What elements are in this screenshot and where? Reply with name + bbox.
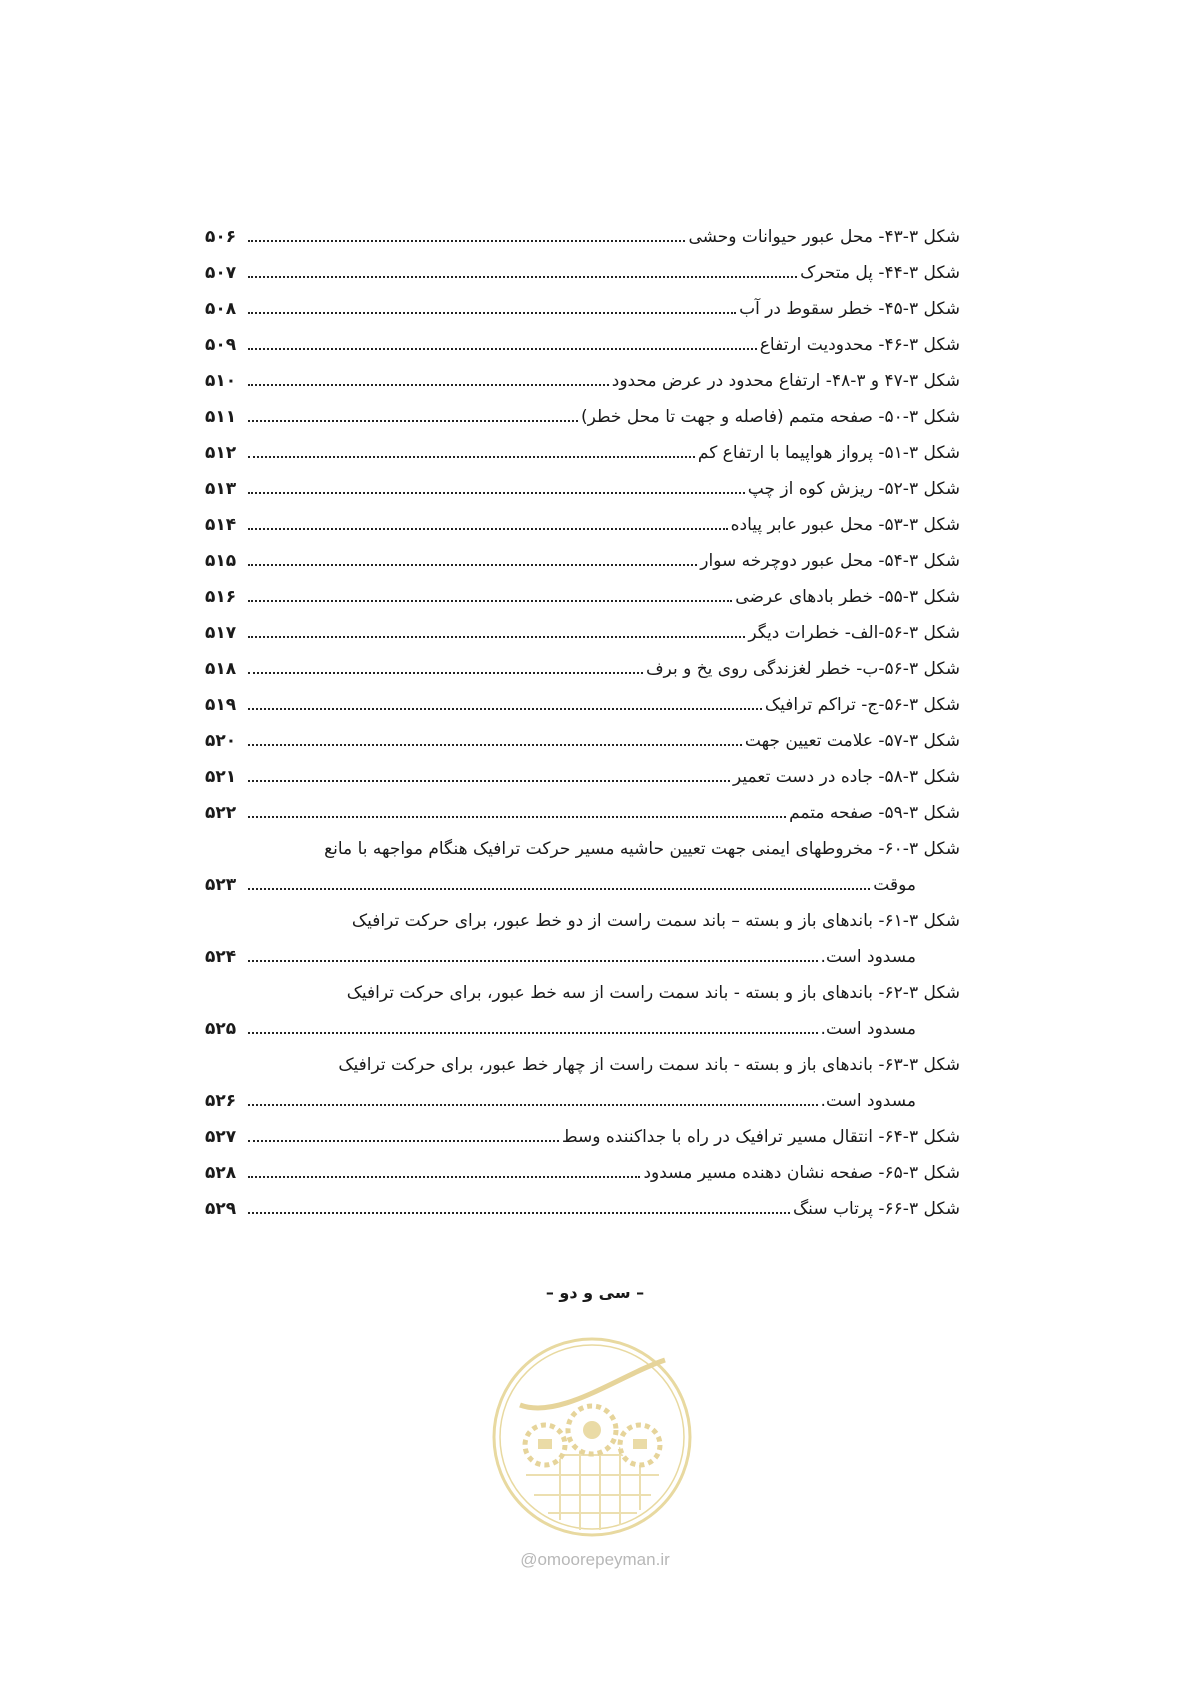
toc-entry-title: شکل ۳-۵۴- محل عبور دوچرخه سوار — [700, 551, 960, 571]
toc-entry-page: ۵۲۶ — [205, 1091, 237, 1111]
toc-entry-page: ۵۲۳ — [205, 875, 237, 895]
leader-dots — [248, 276, 797, 278]
toc-entry-page: ۵۲۷ — [205, 1127, 237, 1147]
toc-entry[interactable] — [205, 571, 960, 607]
toc-entry-page: ۵۰۶ — [205, 227, 237, 247]
toc-entry-title: شکل ۳-۵۶-ج- تراکم ترافیک — [764, 695, 960, 715]
toc-entry[interactable] — [205, 715, 960, 751]
toc-entry-title: شکل ۳-۵۹- صفحه متمم — [789, 803, 960, 823]
leader-dots — [248, 1104, 818, 1106]
toc-entry-title: شکل ۳-۴۵- خطر سقوط در آب — [739, 299, 960, 319]
leader-dots — [248, 672, 643, 674]
toc-entry-title: شکل ۳-۵۷- علامت تعیین جهت — [744, 731, 960, 751]
toc-entry-page: ۵۱۹ — [205, 695, 237, 715]
toc-entry-page: ۵۱۷ — [205, 623, 237, 643]
leader-dots — [248, 1212, 790, 1214]
toc-entry[interactable] — [205, 211, 960, 247]
leader-dots — [248, 780, 730, 782]
leader-dots — [248, 384, 609, 386]
toc-entry-title: شکل ۳-۶۶- پرتاب سنگ — [792, 1199, 960, 1219]
table-of-contents — [205, 211, 960, 1219]
leader-dots — [248, 816, 786, 818]
toc-entry[interactable] — [205, 751, 960, 787]
leader-dots — [248, 960, 818, 962]
toc-entry-page: ۵۰۹ — [205, 335, 237, 355]
toc-entry-title: شکل ۳-۵۰- صفحه متمم (فاصله و جهت تا محل خطر) — [580, 407, 960, 427]
toc-entry-title: شکل ۳-۵۶-ب- خطر لغزندگی روی یخ و برف — [645, 659, 960, 679]
leader-dots — [248, 492, 745, 494]
toc-entry[interactable] — [205, 355, 960, 391]
leader-dots — [248, 1032, 818, 1034]
toc-entry-page: ۵۲۹ — [205, 1199, 237, 1219]
leader-dots — [248, 312, 736, 314]
toc-entry-title: شکل ۳-۴۴- پل متحرک — [800, 263, 960, 283]
leader-dots — [248, 348, 757, 350]
toc-entry-title: شکل ۳-۶۳- باندهای باز و بسته - باند سمت راست از چهار خط عبور، برای حرکت ترافیک — [338, 1055, 960, 1075]
toc-entry[interactable] — [205, 1147, 960, 1183]
toc-entry-page: ۵۱۳ — [205, 479, 237, 499]
toc-entry-title: شکل ۳-۵۸- جاده در دست تعمیر — [733, 767, 960, 787]
toc-entry-title: شکل ۳-۶۵- صفحه نشان دهنده مسیر مسدود — [643, 1163, 960, 1183]
toc-entry-title: شکل ۳-۵۲- ریزش کوه از چپ — [747, 479, 960, 499]
leader-dots — [248, 636, 745, 638]
toc-entry-page: ۵۱۲ — [205, 443, 237, 463]
leader-dots — [248, 1176, 640, 1178]
toc-entry-page: ۵۰۷ — [205, 263, 237, 283]
leader-dots — [248, 1140, 559, 1142]
leader-dots — [248, 528, 728, 530]
toc-entry-page: ۵۲۸ — [205, 1163, 237, 1183]
leader-dots — [248, 564, 697, 566]
toc-entry-title: شکل ۳-۶۲- باندهای باز و بسته - باند سمت راست از سه خط عبور، برای حرکت ترافیک — [346, 983, 960, 1003]
toc-entry-title: شکل ۳-۴۷ و ۳-۴۸- ارتفاع محدود در عرض محدود — [611, 371, 960, 391]
toc-entry-title-continued: مسدود است. — [820, 1019, 916, 1039]
toc-entry[interactable] — [205, 427, 960, 463]
toc-entry-title: شکل ۳-۶۴- انتقال مسیر ترافیک در راه با جداکننده وسط — [561, 1127, 960, 1147]
toc-entry[interactable] — [205, 319, 960, 355]
leader-dots — [248, 240, 685, 242]
toc-entry-title: شکل ۳-۵۶-الف- خطرات دیگر — [748, 623, 960, 643]
toc-entry-page: ۵۱۵ — [205, 551, 237, 571]
toc-entry-title: شکل ۳-۵۳- محل عبور عابر پیاده — [730, 515, 960, 535]
toc-entry-page: ۵۱۱ — [205, 407, 237, 427]
toc-entry-title: شکل ۳-۴۶- محدودیت ارتفاع — [759, 335, 960, 355]
toc-entry-title: شکل ۳-۶۰- مخروطهای ایمنی جهت تعیین حاشیه مسیر حرکت ترافیک هنگام مواجهه با مانع — [324, 839, 960, 859]
toc-entry-page: ۵۲۱ — [205, 767, 237, 787]
toc-entry-title: شکل ۳-۵۱- پرواز هواپیما با ارتفاع کم — [697, 443, 960, 463]
toc-entry[interactable] — [205, 283, 960, 319]
toc-entry-multiline[interactable] — [205, 895, 960, 967]
leader-dots — [248, 600, 732, 602]
leader-dots — [248, 888, 870, 890]
toc-entry[interactable] — [205, 643, 960, 679]
toc-entry[interactable] — [205, 1111, 960, 1147]
seal-logo-icon — [490, 1335, 695, 1540]
toc-entry[interactable] — [205, 535, 960, 571]
toc-entry-multiline[interactable] — [205, 967, 960, 1039]
toc-entry-page: ۵۱۶ — [205, 587, 237, 607]
toc-entry[interactable] — [205, 463, 960, 499]
toc-entry-page: ۵۲۰ — [205, 731, 237, 751]
toc-entry[interactable] — [205, 1183, 960, 1219]
toc-entry-multiline[interactable] — [205, 823, 960, 895]
page-number-label: – سی و دو – — [545, 1283, 645, 1302]
toc-entry[interactable] — [205, 247, 960, 283]
toc-entry-page: ۵۲۵ — [205, 1019, 237, 1039]
toc-entry-multiline[interactable] — [205, 1039, 960, 1111]
toc-entry-title-continued: مسدود است. — [820, 1091, 916, 1111]
toc-entry[interactable] — [205, 787, 960, 823]
toc-entry-page: ۵۱۰ — [205, 371, 237, 391]
toc-entry-page: ۵۲۲ — [205, 803, 237, 823]
toc-entry-page: ۵۱۴ — [205, 515, 237, 535]
toc-entry-page: ۵۱۸ — [205, 659, 237, 679]
leader-dots — [248, 456, 695, 458]
toc-entry[interactable] — [205, 679, 960, 715]
toc-entry-title: شکل ۳-۴۳- محل عبور حیوانات وحشی — [688, 227, 960, 247]
toc-entry-title: شکل ۳-۵۵- خطر بادهای عرضی — [735, 587, 960, 607]
toc-entry[interactable] — [205, 391, 960, 427]
toc-entry-page: ۵۲۴ — [205, 947, 237, 967]
toc-entry-title: شکل ۳-۶۱- باندهای باز و بسته – باند سمت راست از دو خط عبور، برای حرکت ترافیک — [351, 911, 960, 931]
toc-entry-title-continued: مسدود است. — [820, 947, 916, 967]
toc-entry-page: ۵۰۸ — [205, 299, 237, 319]
leader-dots — [248, 708, 762, 710]
toc-entry-title-continued: موقت — [873, 875, 916, 895]
toc-entry[interactable] — [205, 499, 960, 535]
watermark-text: @omoorepeyman.ir — [520, 1550, 670, 1569]
leader-dots — [248, 420, 578, 422]
leader-dots — [248, 744, 742, 746]
toc-entry[interactable] — [205, 607, 960, 643]
